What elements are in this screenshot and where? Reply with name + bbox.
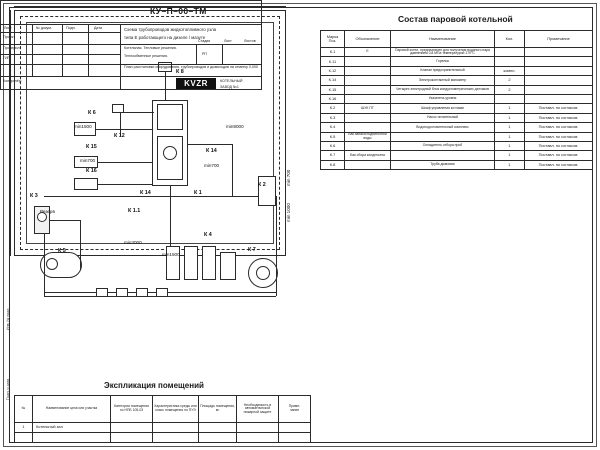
spec-cell-note [525, 85, 593, 94]
expl-cell-num: 1 [15, 423, 33, 433]
stamp-title-line1: Схема трубопроводов жидкотопливного узла [124, 27, 217, 32]
tag-K14-a: К 14 [206, 148, 217, 154]
stamp-line-6 [0, 76, 262, 77]
stamp-line-1 [0, 24, 262, 25]
tag-K8: К 8 [176, 69, 184, 75]
dim-min3000: min3000 [124, 240, 142, 245]
panel-K16 [74, 178, 98, 190]
stamp-col-2 [62, 24, 63, 76]
spec-cell-name: Охладитель отбора проб [391, 141, 495, 150]
company-name2: ЗАВОД №1 [220, 85, 239, 89]
spec-cell-name: Шкаф управления котлами [391, 104, 495, 113]
fitting-3 [136, 288, 148, 297]
spec-cell-qty [495, 48, 525, 57]
spec-cell-mark: К.11 [321, 57, 345, 66]
company-logo: KVZR [176, 78, 216, 89]
margin-note-2: Подп. и дата [6, 378, 10, 400]
spec-cell-mark: К.1 [321, 48, 345, 57]
stage-value: РП [202, 52, 207, 56]
explication-title: Экспликация помещений [104, 381, 204, 390]
label-reserve: Резерв [40, 209, 55, 214]
stamp-line-4 [0, 54, 120, 55]
stamp-role-2: ГИП [3, 56, 11, 60]
spec-cell-qty: 1 [495, 123, 525, 132]
stamp-note: План расстановки оборудования, трубопроводов и дымоходов на отметку 0,000 [124, 65, 258, 69]
tank-K5-nozzle [46, 258, 58, 270]
company-name: КОТЕЛЬНЫЙ [220, 79, 243, 83]
table-row [321, 94, 593, 103]
expl-header-cell: Приме- чание [279, 396, 311, 423]
spec-cell-desig: Бак сбора конденсата [345, 151, 391, 160]
spec-cell-qty: 1 [495, 132, 525, 141]
spec-cell-note [525, 66, 593, 75]
stamp-line-2 [0, 32, 120, 33]
spec-cell-name: Электроконтактный манометр [391, 76, 495, 85]
spec-cell-mark: К.7 [321, 151, 345, 160]
pipe-right-riser [276, 196, 277, 296]
spec-cell-note [525, 76, 593, 85]
spec-cell-desig [345, 57, 391, 66]
spec-cell-name: Водоподготовительный комплекс [391, 123, 495, 132]
spec-cell-note: Поставл. по согласов. [525, 104, 593, 113]
control-cabinet-K2 [258, 176, 276, 206]
fitting-2 [116, 288, 128, 297]
tag-K15: К 15 [86, 144, 97, 150]
drawing-code: КУ–П–00–ТМ [150, 6, 207, 16]
spec-cell-name [391, 132, 495, 141]
tag-K5: К 5 [58, 248, 66, 254]
dim-min1500: min1500 [74, 124, 92, 129]
expl-header-cell: Площадь помещения, м² [199, 396, 237, 423]
pipe-burner [120, 112, 154, 113]
stamp-col-6 [222, 44, 223, 64]
pipe-K3-down [80, 220, 81, 270]
spec-cell-note [525, 48, 593, 57]
spec-cell-note: Поставл. по согласов. [525, 141, 593, 150]
stamp-collection2: Теплообменные решения. [124, 54, 168, 58]
pipe-K3-out [50, 220, 80, 221]
table-row [321, 132, 593, 141]
stamp-line-5 [0, 64, 120, 65]
tag-K11: К 1.1 [128, 208, 141, 214]
spec-cell-mark: К.6 [321, 141, 345, 150]
expl-cell-env [153, 433, 199, 443]
pipe-left-riser [44, 234, 45, 296]
expl-cell-name: Котельный зал [33, 423, 111, 433]
fitting-1 [96, 288, 108, 297]
spec-cell-note: Поставл. по согласов. [525, 123, 593, 132]
spec-cell-mark: К.8 [321, 160, 345, 169]
dim-min1500-b: min1500 [162, 252, 180, 257]
expl-header-cell: Характеристика среды или класс помещения по ПУЭ [153, 396, 199, 423]
pipe-K15 [98, 162, 152, 163]
spec-cell-name: Горелка [391, 57, 495, 66]
spec-cell-mark: К.16 [321, 94, 345, 103]
expl-cell-note [279, 423, 311, 433]
boiler-port [163, 146, 177, 160]
spec-cell-qty: 1 [495, 113, 525, 122]
table-row [321, 160, 593, 169]
table-row [321, 76, 593, 85]
spec-cell-desig [345, 76, 391, 85]
expl-header-row [15, 396, 311, 423]
spec-cell-name: Труба дымовая [391, 160, 495, 169]
pipe-header-top [44, 196, 258, 197]
tag-K3: К 3 [30, 193, 38, 199]
spec-cell-desig [345, 123, 391, 132]
sheet-label: Лист [224, 39, 232, 43]
spec-cell-desig [345, 160, 391, 169]
boiler-drum [157, 104, 183, 130]
table-row [321, 85, 593, 94]
table-row [321, 66, 593, 75]
stage-label: Стадия [198, 39, 211, 43]
stamp-col-5 [196, 44, 197, 64]
expl-header-cell: Необходимость в автоматической пожарной защите [237, 396, 279, 423]
fitting-4 [156, 288, 168, 297]
table-row [321, 48, 593, 57]
spec-cell-note: Поставл. по согласов. [525, 151, 593, 160]
explication-table [14, 395, 311, 443]
spec-cell-qty [495, 57, 525, 66]
tag-K1: К 1 [194, 190, 202, 196]
spec-cell-qty: 1 [495, 141, 525, 150]
spec-cell-qty: 1 [495, 151, 525, 160]
expl-header-cell: Категория помещения по НПБ 105-03 [111, 396, 153, 423]
table-row [15, 433, 311, 443]
tag-K16: К 16 [86, 168, 97, 174]
expl-cell-note [279, 433, 311, 443]
spec-cell-note: Поставл. по согласов. [525, 132, 593, 141]
spec-cell-desig [345, 85, 391, 94]
spec-cell-mark: К.2 [321, 104, 345, 113]
expl-cell-area [199, 433, 237, 443]
wtp-column-2 [184, 246, 198, 280]
spec-cell-mark: К.3 [321, 113, 345, 122]
spec-cell-note: Поставл. по согласов. [525, 113, 593, 122]
stamp-role-1: Проверил [3, 46, 20, 50]
dim-min1000-vert: min 1000 [286, 203, 291, 222]
spec-cell-qty: 2 [495, 85, 525, 94]
dim-min700-b: min700 [204, 163, 220, 168]
expl-cell-name [33, 433, 111, 443]
tag-K12: К 12 [114, 133, 125, 139]
spec-cell-name [391, 151, 495, 160]
spec-header-cell: Примечание [525, 31, 593, 48]
tag-K2: К 2 [258, 182, 266, 188]
sheets-label: Листов [244, 39, 256, 43]
spec-cell-qty [495, 94, 525, 103]
stamp-col-head-2: Подп. [66, 26, 76, 30]
spec-cell-qty: 1 [495, 104, 525, 113]
table-row [15, 423, 311, 433]
dim-min700-a: min700 [80, 158, 96, 163]
pipe-steam-out [188, 144, 232, 145]
spec-cell-desig [345, 94, 391, 103]
table-row [321, 151, 593, 160]
pipe-K16 [98, 184, 152, 185]
spec-cell-name: Указатель уровня [391, 94, 495, 103]
pipe-boiler-down [170, 186, 171, 246]
spec-title: Состав паровой котельной [398, 14, 513, 24]
expl-header-cell: № [15, 396, 33, 423]
spec-cell-mark: К.12 [321, 66, 345, 75]
stamp-role-0: Проект. [3, 35, 16, 39]
stamp-col-3 [88, 24, 89, 76]
stamp-col-4 [120, 24, 121, 90]
tag-K7: К 7 [248, 247, 256, 253]
stamp-col-head-3: Дата [94, 26, 102, 30]
expl-cell-area [199, 423, 237, 433]
expl-cell-fire [237, 423, 279, 433]
wtp-tank-K4 [220, 252, 236, 280]
spec-cell-desig: Е [345, 48, 391, 57]
stamp-line-8 [120, 44, 262, 45]
pipe-K6-boiler [96, 129, 152, 130]
dim-min9000: min9000 [226, 124, 244, 129]
expl-cell-cat [111, 433, 153, 443]
tag-K4: К 4 [204, 232, 212, 238]
stamp-col-head-1: № докум. [36, 26, 52, 30]
tag-K6: К 6 [88, 110, 96, 116]
spec-header-cell: Кол. [495, 31, 525, 48]
spec-header-row [321, 31, 593, 48]
spec-cell-name: Клапан предохранительный [391, 66, 495, 75]
spec-cell-desig: Бак запаса подпиточной воды [345, 132, 391, 141]
spec-cell-desig [345, 66, 391, 75]
valve-K12 [112, 104, 124, 113]
expl-cell-env [153, 423, 199, 433]
spec-cell-mark: К.4 [321, 123, 345, 132]
margin-note: Инв. № подл. [6, 307, 10, 330]
spec-cell-note [525, 94, 593, 103]
tag-K14-b: К 14 [140, 190, 151, 196]
spec-header-cell: Обозначение [345, 31, 391, 48]
stamp-title-line2: типа Е работающего на дизеле / мазуте [124, 35, 206, 40]
spec-cell-mark: К.15 [321, 85, 345, 94]
wtp-column-3 [202, 246, 216, 280]
spec-cell-name: Паровой котел, предназначен для получения водяного пара давлением 0,8 МПа температурой 170°С [391, 48, 495, 57]
table-row [321, 57, 593, 66]
spec-cell-qty: 1 [495, 160, 525, 169]
spec-cell-desig [345, 141, 391, 150]
spec-cell-note: Поставл. по согласов. [525, 160, 593, 169]
spec-header-cell: Наименование [391, 31, 495, 48]
contract-label: Контролёр: [3, 79, 22, 83]
spec-header-cell: Марка Поз. [321, 31, 345, 48]
spec-cell-desig [345, 113, 391, 122]
dim-min700-vert: min 700 [286, 169, 291, 186]
expl-cell-num [15, 433, 33, 443]
spec-cell-note [525, 57, 593, 66]
spec-cell-desig: ШУК ПТ [345, 104, 391, 113]
spec-cell-qty: компл. [495, 66, 525, 75]
stamp-collection: Котельная. Тепловые решения. [124, 46, 177, 50]
expl-header-cell: Наименование цеха или участка [33, 396, 111, 423]
table-row [321, 141, 593, 150]
table-row [321, 113, 593, 122]
table-row [321, 104, 593, 113]
specification-table [320, 30, 593, 170]
table-row [321, 123, 593, 132]
pipe-steam-riser [232, 144, 233, 196]
stamp-col-1 [32, 24, 33, 76]
spec-cell-qty: 2 [495, 76, 525, 85]
condensate-tank-K7-inner [256, 266, 270, 280]
spec-cell-mark: К.14 [321, 76, 345, 85]
expl-cell-cat [111, 423, 153, 433]
stamp-col-head-0: Лист [4, 26, 12, 30]
spec-cell-name: Четырех электродный блок кондуктометрических датчиков [391, 85, 495, 94]
spec-cell-mark: К.5 [321, 132, 345, 141]
spec-cell-name: Насос питательный [391, 113, 495, 122]
expl-cell-fire [237, 433, 279, 443]
